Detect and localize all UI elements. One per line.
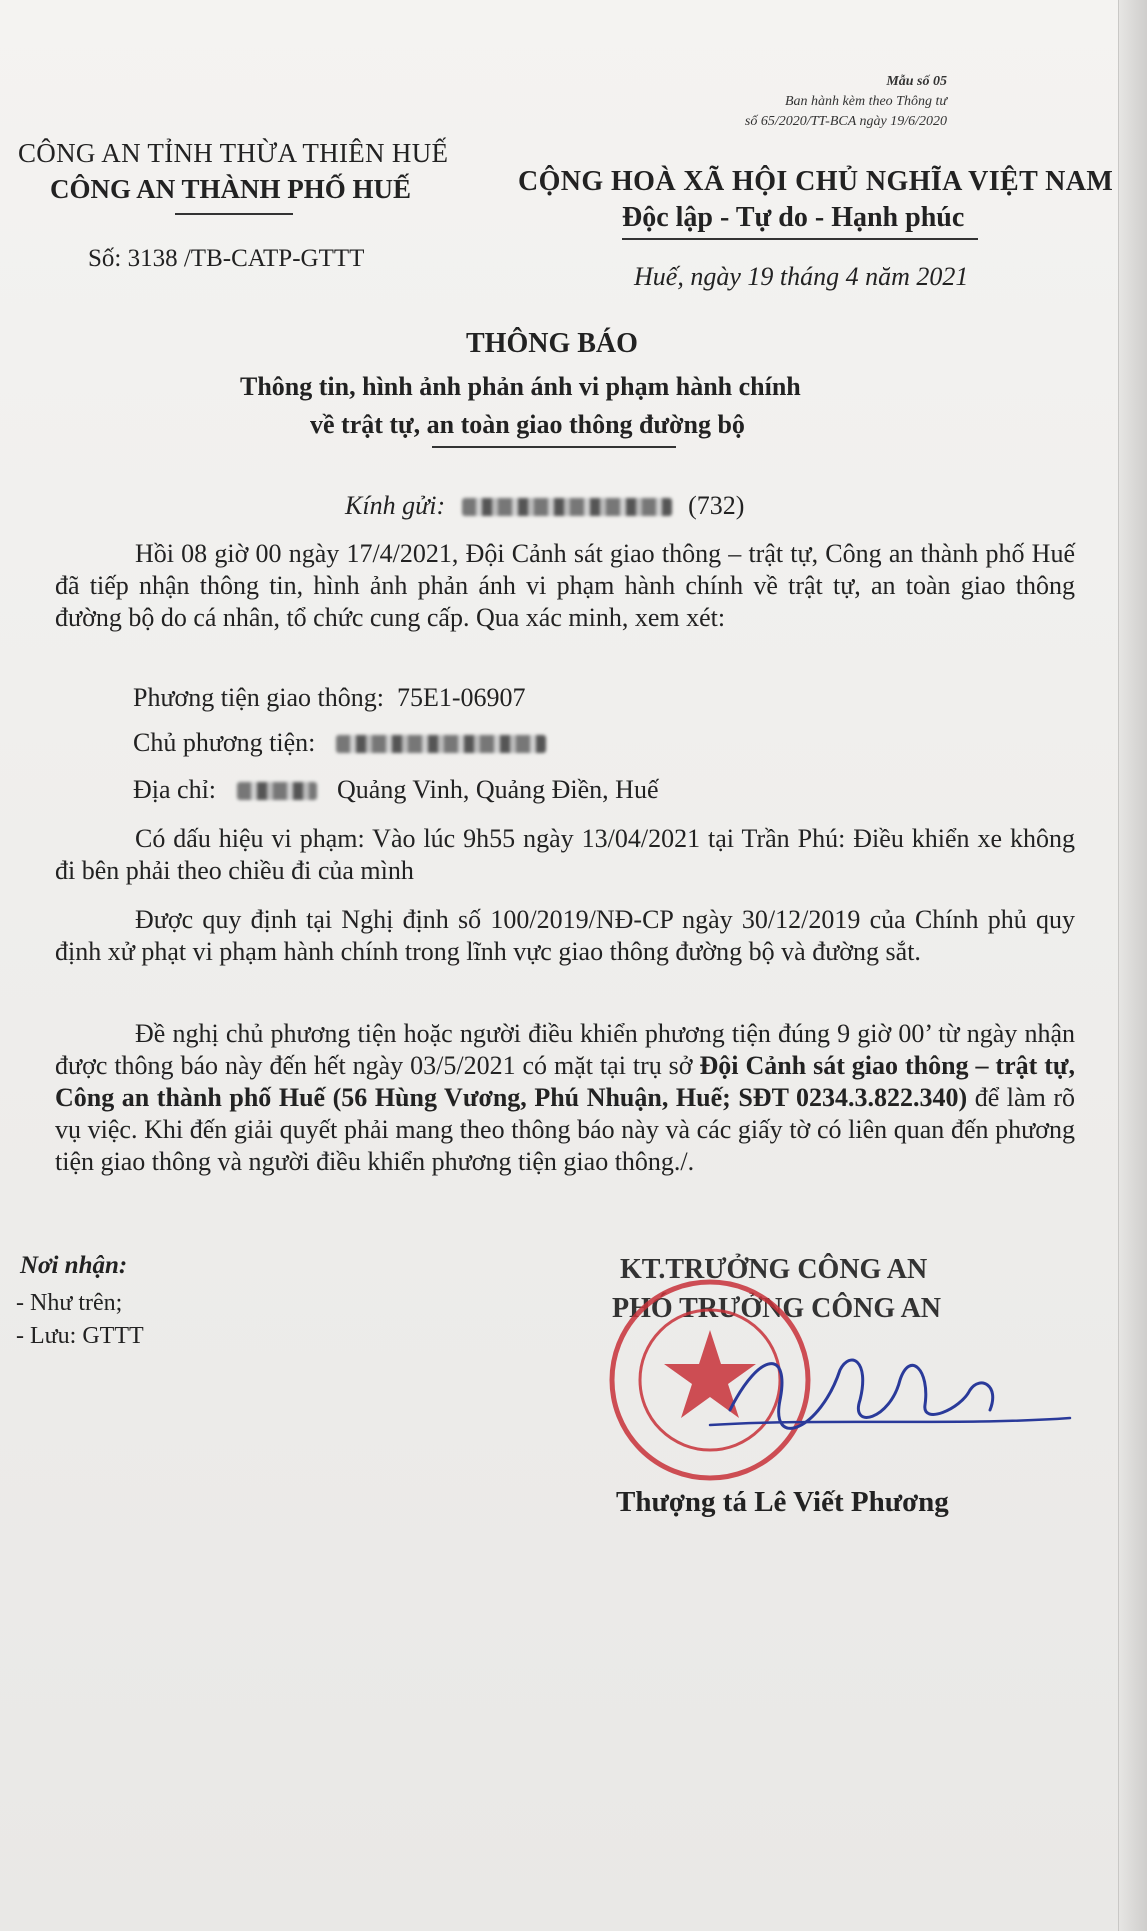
form-circular-line: số 65/2020/TT-BCA ngày 19/6/2020 — [744, 114, 947, 129]
document-title: THÔNG BÁO — [466, 328, 638, 359]
redacted-address — [237, 782, 317, 800]
national-title: CỘNG HOÀ XÃ HỘI CHỦ NGHĨA VIỆT NAM — [518, 166, 1114, 197]
regulation-paragraph — [55, 904, 1075, 968]
form-number: Mẫu số 05 — [886, 74, 947, 89]
address-value: Quảng Vinh, Quảng Điền, Huế — [337, 775, 659, 804]
recipients-heading: Nơi nhận: — [20, 1252, 128, 1279]
request-office: Đội Cảnh sát giao thông – trật tự, Công an thành phố Huế (56 Hùng Vương, Phú Nhuận, Huế; SĐT 0234.3.822.340) — [55, 1051, 1075, 1112]
violation-text: Có dấu hiệu vi phạm: Vào lúc 9h55 ngày 13/04/2021 tại Trần Phú: Điều khiển xe không đi bên phải theo chiều đi của mình — [55, 824, 1075, 885]
violation-paragraph — [55, 823, 1075, 887]
org-underline — [175, 213, 293, 215]
redacted-owner — [336, 735, 546, 753]
addressee-suffix: (732) — [688, 491, 745, 520]
signer-name: Thượng tá Lê Viết Phương — [616, 1486, 949, 1518]
address-line — [133, 774, 659, 806]
owner-line — [133, 727, 546, 759]
vehicle-plate: 75E1-06907 — [397, 683, 526, 712]
stacked-pages-edge — [1118, 0, 1147, 1931]
address-label: Địa chỉ: — [133, 775, 217, 804]
form-issued-line: Ban hành kèm theo Thông tư — [784, 94, 947, 109]
document-number: Số: 3138 /TB-CATP-GTTT — [88, 245, 365, 272]
vehicle-label: Phương tiện giao thông: — [133, 683, 384, 712]
regulation-text: Được quy định tại Nghị định số 100/2019/NĐ-CP ngày 30/12/2019 của Chính phủ quy định xử phạt vi phạm hành chính trong lĩnh vực giao thông đường bộ và đường sắt. — [55, 905, 1075, 966]
signature-underline — [710, 1418, 1070, 1425]
addressee-line — [345, 490, 744, 522]
addressee-label: Kính gửi: — [345, 491, 446, 520]
document-date: Huế, ngày 19 tháng 4 năm 2021 — [634, 262, 969, 291]
recipient-item: - Như trên; — [16, 1290, 123, 1316]
request-paragraph — [55, 1018, 1075, 1178]
document-subtitle-1: Thông tin, hình ảnh phản ánh vi phạm hành chính — [240, 372, 801, 401]
subtitle-underline — [432, 446, 676, 448]
signer-title-2: PHÓ TRƯỞNG CÔNG AN — [612, 1293, 942, 1324]
document-subtitle-2: về trật tự, an toàn giao thông đường bộ — [310, 410, 745, 439]
national-motto: Độc lập - Tự do - Hạnh phúc — [622, 202, 965, 233]
motto-underline — [622, 238, 978, 240]
signature-stroke — [730, 1360, 993, 1428]
issuing-organization: CÔNG AN THÀNH PHỐ HUẾ — [50, 174, 412, 204]
signer-title-1: KT.TRƯỞNG CÔNG AN — [620, 1254, 928, 1285]
parent-organization: CÔNG AN TỈNH THỪA THIÊN HUẾ — [18, 138, 449, 168]
vehicle-line — [133, 682, 526, 714]
owner-label: Chủ phương tiện: — [133, 728, 316, 757]
recipient-item: - Lưu: GTTT — [16, 1323, 144, 1349]
request-text-1: Đề nghị chủ phương tiện hoặc người điều khiển phương tiện đúng 9 giờ 00’ từ ngày nhận được thông báo này đến hết ngày 03/5/2021 có mặt tại trụ sở — [55, 1019, 1075, 1080]
request-text-2: để làm rõ vụ việc. Khi đến giải quyết phải mang theo thông báo này và các giấy tờ có liên quan đến phương tiện giao thông và người điều khiển phương tiện giao thông./. — [55, 1083, 1076, 1176]
intro-paragraph — [55, 538, 1075, 634]
handwritten-signature-icon — [700, 1330, 1080, 1450]
form-reference — [745, 72, 947, 132]
redacted-addressee — [462, 498, 672, 516]
intro-text: Hồi 08 giờ 00 ngày 17/4/2021, Đội Cảnh sát giao thông – trật tự, Công an thành phố Huế đã tiếp nhận thông tin, hình ảnh phản ánh vi phạm hành chính về trật tự, an toàn giao thông đường bộ do cá nhân, tổ chức cung cấp. Qua xác minh, xem xét: — [55, 539, 1075, 632]
